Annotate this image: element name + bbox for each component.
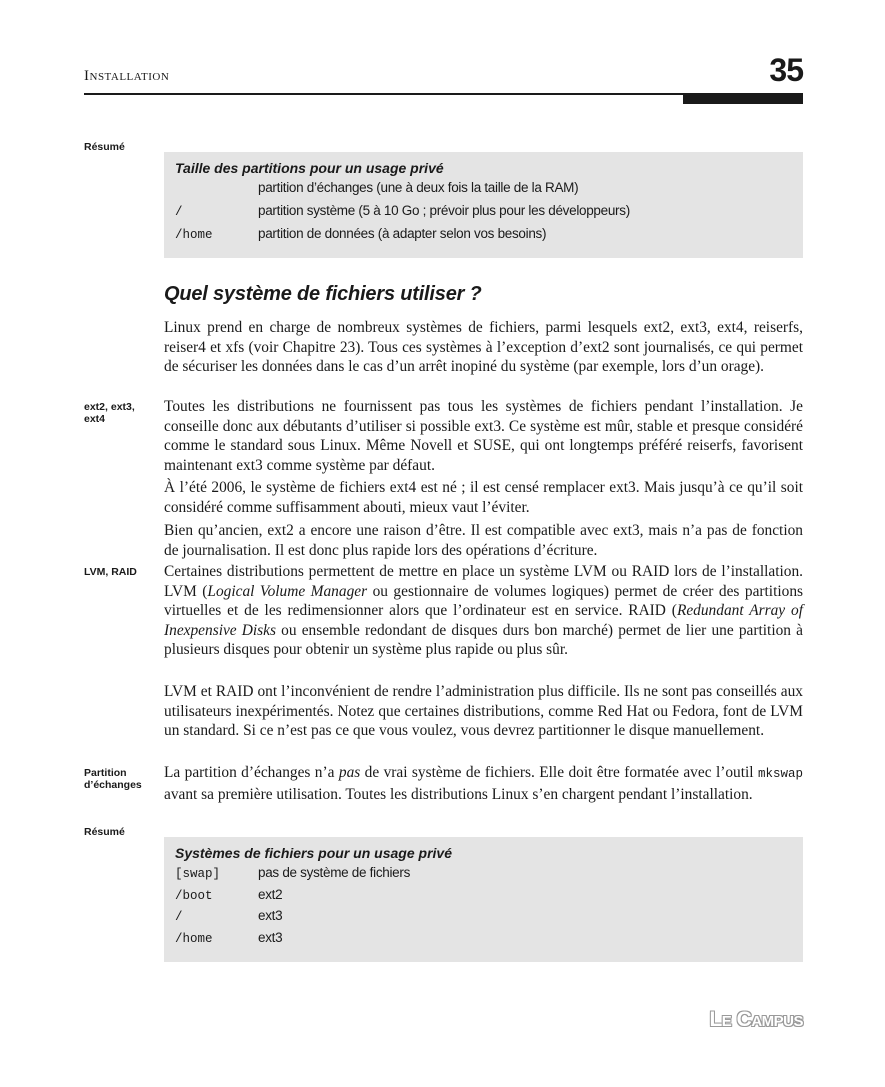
section-heading: Quel système de fichiers utiliser ? [164,283,482,305]
margin-note-ext: ext2, ext3, ext4 [84,401,135,425]
header-bar [683,95,803,104]
summary-key: / [175,205,183,219]
summary-box-partitions [164,152,803,258]
summary-key: / [175,910,183,924]
summary-value: partition d’échanges (une à deux fois la taille de la RAM) [258,180,579,195]
summary-row [175,865,793,887]
summary-title: Systèmes de fichiers pour un usage privé [175,845,452,861]
summary-value: partition système (5 à 10 Go ; prévoir plus pour les développeurs) [258,203,630,218]
text-run: de vrai système de fichiers. Elle doit être formatée avec l’outil [360,764,758,781]
paragraph-ext2: Bien qu’ancien, ext2 a encore une raison d’être. Il est compatible avec ext3, mais n’a pas de fonction de journalisation. Il est donc plus rapide lors des opérations d’écriture. [164,522,803,559]
paragraph-swap [164,763,803,804]
summary-box-filesystems [164,837,803,962]
summary-key: /home [175,931,213,946]
emphasis-pas: pas [338,764,361,781]
summary-row [175,908,793,930]
term-raid: Redundant Array of Inexpensive Disks [164,602,803,639]
text-run: ou gestionnaire de volumes logiques) permet de créer des partitions virtuelles et de les redimensionner alors que l’ordinateur est en service. RAID ( [164,582,804,619]
text-run: Certaines distributions permettent de mettre en place un système LVM ou RAID lors de l’installation. LVM ( [164,563,803,600]
summary-key: /boot [175,888,213,903]
summary-title: Taille des partitions pour un usage privé [175,160,444,176]
text-run: ou ensemble redondant de disques durs bon marché) permet de lier une partition à plusieurs disques pour obtenir un système plus rapide ou plus sûr. [164,621,803,658]
paragraph-intro: Linux prend en charge de nombreux systèmes de fichiers, parmi lesquels ext2, ext3, ext4, reiserfs, reiser4 et xfs (voir Chapitre 23). Tous ces systèmes à l’exception d’ext2 sont journalisés, ce qui permet de sécuriser les données dans le cas d’un arrêt inopiné du système (par exemple, lors d’un orage). [164,319,803,375]
paragraph-lvm-raid [164,562,803,660]
text-run: avant sa première utilisation. Toutes les distributions Linux s’en chargent pendant l’installation. [164,785,753,803]
margin-note-lvm-raid: LVM, RAID [84,566,137,578]
margin-note-partition: Partition d’échanges [84,767,142,791]
page-number: 35 [769,52,803,88]
publisher-logo: Le Campus [709,1008,803,1031]
summary-value: ext3 [258,908,283,923]
command-mkswap: mkswap [757,767,803,781]
summary-value: pas de système de fichiers [258,865,411,880]
summary-row [175,930,793,952]
text-run: La partition d’échanges n’a [164,764,339,781]
summary-value: ext3 [258,929,283,945]
summary-value: partition de données (à adapter selon vos besoins) [258,226,547,241]
paragraph-lvm-drawbacks: LVM et RAID ont l’inconvénient de rendre l’administration plus difficile. Ils ne sont pas conseillés aux utilisateurs inexpérimentés. Notez que certaines distributions, comme Red Hat ou Fedora, font de LVM un standard. Si ce n’est pas ce que vous voulez, vous devrez partitionner le disque manuellement. [164,683,803,739]
summary-row [175,226,793,249]
margin-note-resume: Résumé [84,141,125,153]
summary-row [175,180,793,203]
margin-note-resume-2: Résumé [84,826,125,838]
summary-key: /home [175,228,213,242]
summary-key: [swap] [175,867,221,881]
running-header: Installation [84,68,170,84]
summary-row [175,203,793,226]
term-lvm: Logical Volume Manager [207,582,368,600]
summary-row [175,887,793,909]
summary-value: ext2 [258,886,283,902]
paragraph-ext4: À l’été 2006, le système de fichiers ext4 est né ; il est censé remplacer ext3. Mais jusqu’à ce qu’il soit considéré comme suffisamment abouti, mieux vaut l’éviter. [164,479,803,516]
paragraph-distributions: Toutes les distributions ne fournissent pas tous les systèmes de fichiers pendant l’installation. Je conseille donc aux débutants d’utiliser si possible ext3. Ce système est mûr, stable et presque considéré comme le standard sous Linux. Même Novell et SUSE, qui ont longtemps préféré reiserfs, favorisent maintenant ext3 comme système par défaut. [164,398,803,474]
